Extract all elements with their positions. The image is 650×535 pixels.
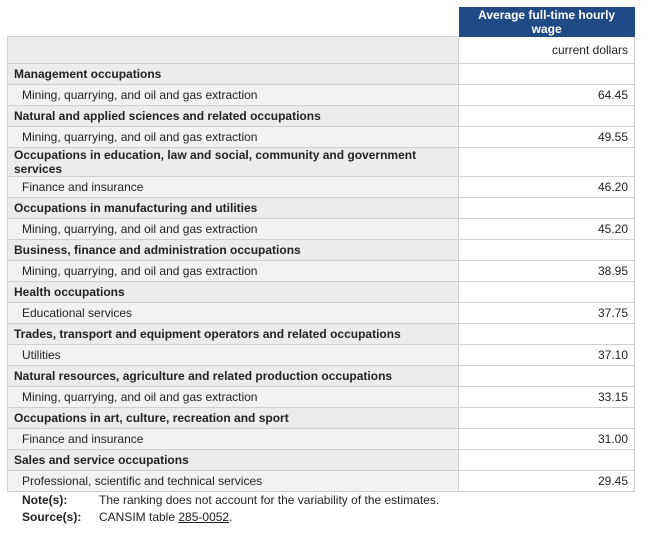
units-row [8, 37, 635, 64]
source-label: Source(s): [22, 510, 82, 524]
occupation-group-row [8, 282, 635, 303]
note-text: The ranking does not account for the variability of the estimates. [99, 493, 440, 507]
header-blank-cell [8, 8, 459, 37]
table-header-row [8, 8, 635, 37]
table-body [8, 37, 635, 492]
source-link[interactable]: 285-0052 [178, 510, 230, 524]
table-row [8, 429, 635, 450]
occupation-empty-cell [459, 240, 635, 261]
occupation-group-row [8, 408, 635, 429]
wage-value: 33.15 [459, 387, 635, 408]
wage-value: 49.55 [459, 127, 635, 148]
industry-label: Finance and insurance [8, 429, 459, 450]
industry-label: Mining, quarrying, and oil and gas extraction [8, 85, 459, 106]
wage-value: 37.10 [459, 345, 635, 366]
units-label-cell [8, 37, 459, 64]
occupation-label: Business, finance and administration occupations [8, 240, 459, 261]
table-row [8, 261, 635, 282]
occupation-label: Trades, transport and equipment operators and related occupations [8, 324, 459, 345]
occupation-label: Occupations in art, culture, recreation and sport [8, 408, 459, 429]
table-row [8, 219, 635, 240]
industry-label: Mining, quarrying, and oil and gas extraction [8, 261, 459, 282]
occupation-label: Natural resources, agriculture and related production occupations [8, 366, 459, 387]
source-line [22, 509, 439, 526]
occupation-label: Health occupations [8, 282, 459, 303]
occupation-empty-cell [459, 106, 635, 127]
units-cell: current dollars [459, 37, 635, 64]
table-row [8, 345, 635, 366]
occupation-label: Occupations in manufacturing and utilities [8, 198, 459, 219]
source-prefix: CANSIM table [99, 510, 176, 524]
occupation-group-row [8, 240, 635, 261]
table-row [8, 127, 635, 148]
occupation-empty-cell [459, 282, 635, 303]
industry-label: Utilities [8, 345, 459, 366]
wage-value: 37.75 [459, 303, 635, 324]
table-row [8, 387, 635, 408]
wage-value: 64.45 [459, 85, 635, 106]
occupation-empty-cell [459, 198, 635, 219]
occupation-empty-cell [459, 324, 635, 345]
occupation-group-row [8, 324, 635, 345]
occupation-group-row [8, 106, 635, 127]
occupation-group-row [8, 366, 635, 387]
wage-value: 29.45 [459, 471, 635, 492]
wage-value: 45.20 [459, 219, 635, 240]
occupation-empty-cell [459, 450, 635, 471]
table-row [8, 471, 635, 492]
occupation-group-row [8, 148, 635, 177]
industry-label: Finance and insurance [8, 177, 459, 198]
note-line [22, 492, 439, 509]
occupation-empty-cell [459, 64, 635, 85]
occupation-group-row [8, 198, 635, 219]
occupation-label: Management occupations [8, 64, 459, 85]
industry-label: Professional, scientific and technical services [8, 471, 459, 492]
industry-label: Mining, quarrying, and oil and gas extraction [8, 219, 459, 240]
occupation-empty-cell [459, 148, 635, 177]
industry-label: Mining, quarrying, and oil and gas extraction [8, 387, 459, 408]
column-header-wage: Average full-time hourly wage [459, 8, 635, 37]
occupation-empty-cell [459, 366, 635, 387]
table-row [8, 177, 635, 198]
table-row [8, 303, 635, 324]
occupation-empty-cell [459, 408, 635, 429]
occupation-label: Occupations in education, law and social, community and government services [8, 148, 459, 177]
wage-table [7, 7, 635, 492]
table-row [8, 85, 635, 106]
industry-label: Educational services [8, 303, 459, 324]
occupation-group-row [8, 450, 635, 471]
wage-value: 31.00 [459, 429, 635, 450]
occupation-group-row [8, 64, 635, 85]
occupation-label: Natural and applied sciences and related occupations [8, 106, 459, 127]
occupation-label: Sales and service occupations [8, 450, 459, 471]
source-suffix: . [229, 510, 233, 524]
table-notes [22, 492, 439, 526]
wage-table-container [7, 7, 635, 492]
note-label: Note(s): [22, 493, 68, 507]
wage-value: 46.20 [459, 177, 635, 198]
wage-value: 38.95 [459, 261, 635, 282]
industry-label: Mining, quarrying, and oil and gas extraction [8, 127, 459, 148]
